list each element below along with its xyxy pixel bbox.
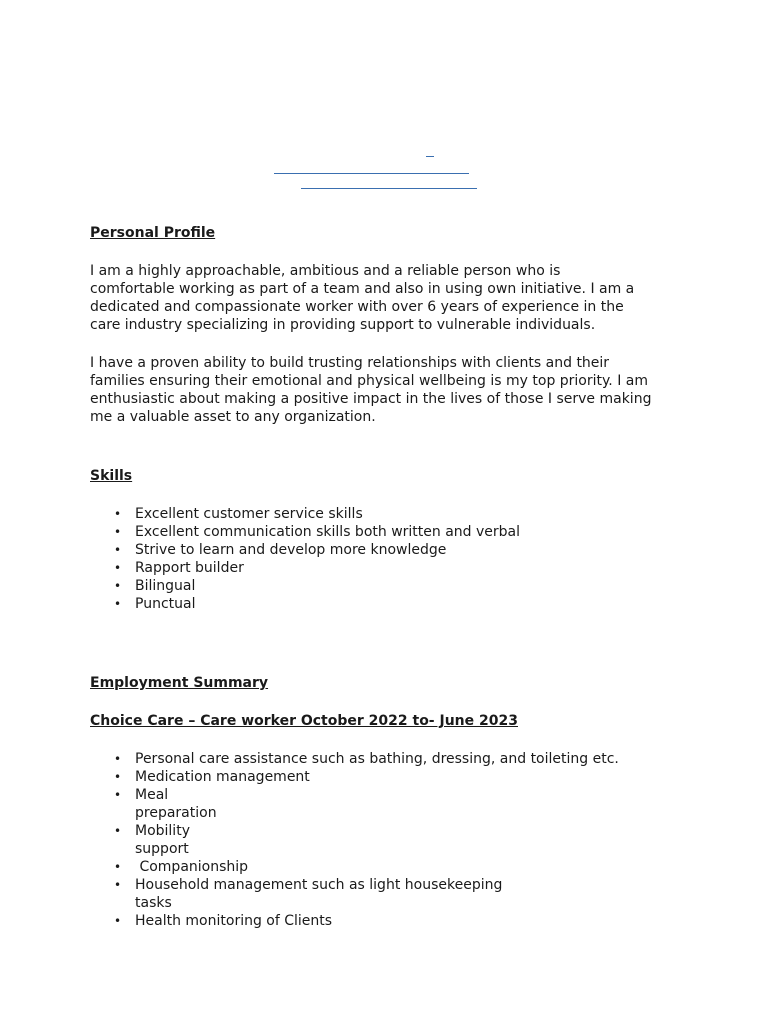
skills-list-item: • Strive to learn and develop more knowledge (90, 541, 520, 559)
contact-phone-link[interactable] (301, 188, 477, 189)
duties-list-item (90, 822, 619, 858)
profile-p1-line: care industry specializing in providing support to vulnerable individuals. (90, 317, 596, 333)
duty-text: • Household management such as light housekeeping (135, 877, 503, 893)
profile-p1-line: I am a highly approachable, ambitious and a reliable person who is (90, 263, 561, 279)
duties-list-item (90, 750, 619, 768)
duties-list (90, 750, 619, 930)
profile-p2-line: enthusiastic about making a positive impact in the lives of those I serve making (90, 391, 652, 407)
skills-list-item: • Excellent customer service skills (90, 505, 520, 523)
profile-p2-line: families ensuring their emotional and physical wellbeing is my top priority. I am (90, 373, 648, 389)
profile-p2-line: me a valuable asset to any organization. (90, 409, 376, 425)
skills-list (90, 505, 520, 613)
duties-list-item (90, 768, 619, 786)
profile-paragraph-2 (90, 354, 650, 426)
personal-profile-heading: Personal Profile (90, 225, 216, 241)
duties-list-item (90, 912, 619, 930)
contact-link-fragment[interactable] (426, 156, 434, 157)
skills-list-item: • Bilingual (90, 577, 520, 595)
duty-text-continued: support (135, 841, 189, 857)
duty-text: • Health monitoring of Clients (135, 913, 333, 929)
duty-text: • Meal (135, 787, 169, 803)
job-title-heading: Choice Care – Care worker October 2022 to- June 2023 (90, 713, 518, 729)
duty-text: • Personal care assistance such as bathing, dressing, and toileting etc. (135, 751, 619, 767)
duty-text-continued: tasks (135, 895, 172, 911)
profile-p1-line: comfortable working as part of a team and also in using own initiative. I am a (90, 281, 635, 297)
skills-list-item: • Excellent communication skills both written and verbal (90, 523, 520, 541)
profile-p1-line: dedicated and compassionate worker with over 6 years of experience in the (90, 299, 624, 315)
duty-text-continued: preparation (135, 805, 217, 821)
contact-email-link[interactable] (274, 173, 469, 174)
duty-text: • Companionship (135, 859, 249, 875)
profile-paragraph-1 (90, 262, 650, 334)
skills-list-item: • Rapport builder (90, 559, 520, 577)
duties-list-item (90, 858, 619, 876)
employment-summary-heading: Employment Summary (90, 675, 269, 691)
duties-list-item (90, 786, 619, 822)
duty-text: • Mobility (135, 823, 190, 839)
duty-text: • Medication management (135, 769, 310, 785)
skills-list-item: • Punctual (90, 595, 520, 613)
profile-p2-line: I have a proven ability to build trusting relationships with clients and their (90, 355, 610, 371)
skills-heading: Skills (90, 468, 133, 484)
duties-list-item (90, 876, 619, 912)
